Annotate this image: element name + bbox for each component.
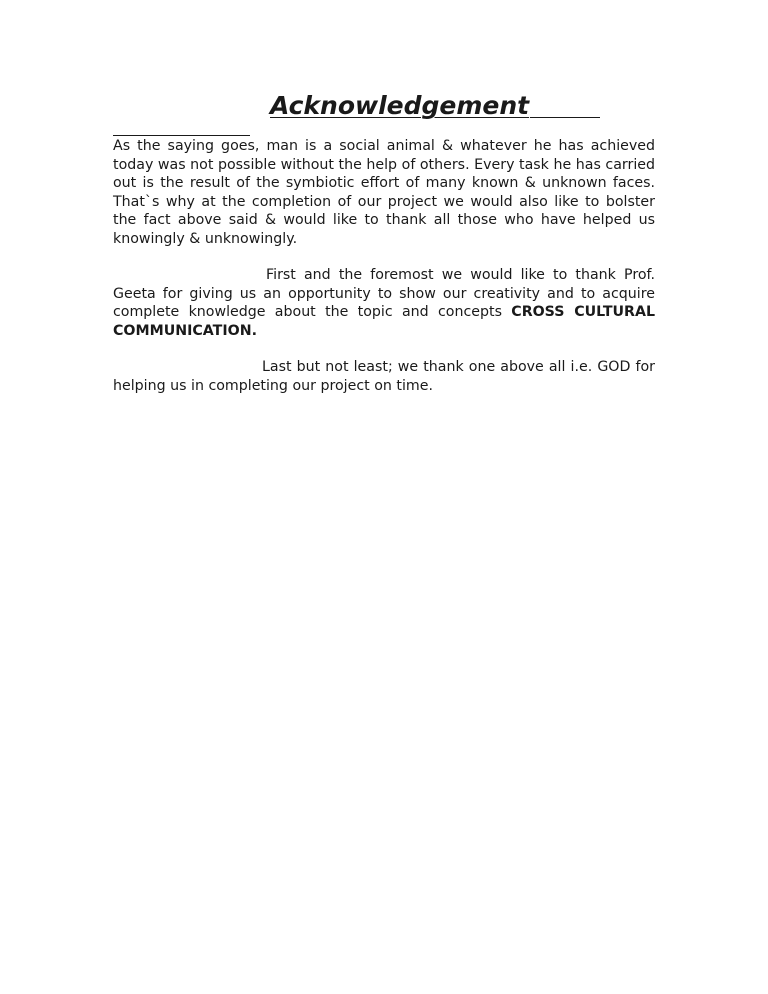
lead-underline — [113, 135, 250, 136]
page-title: Acknowledgement — [270, 91, 530, 120]
paragraph-closing: Last but not least; we thank one above all i.e. GOD for helping us in completing our project on time. — [113, 359, 655, 394]
paragraph-intro: As the saying goes, man is a social animal & whatever he has achieved today was not possible without the help of others. Every task he has carried out is the result of the symbiotic effort of many known & unknown faces. That`s why at the completion of our project we would also like to bolster the fact above said & would like to thank all those who have helped us knowingly & unknowingly. — [113, 138, 655, 247]
topic-name: CROSS CULTURAL COMMUNICATION. — [113, 304, 655, 339]
paragraph-thanks — [113, 266, 655, 340]
title-underline — [530, 117, 600, 118]
paragraph-thanks-text: First and the foremost we would like to thank Prof. Geeta for giving us an opportunity to show our creativity and to acquire complete knowledge about the topic and concepts — [113, 267, 655, 321]
